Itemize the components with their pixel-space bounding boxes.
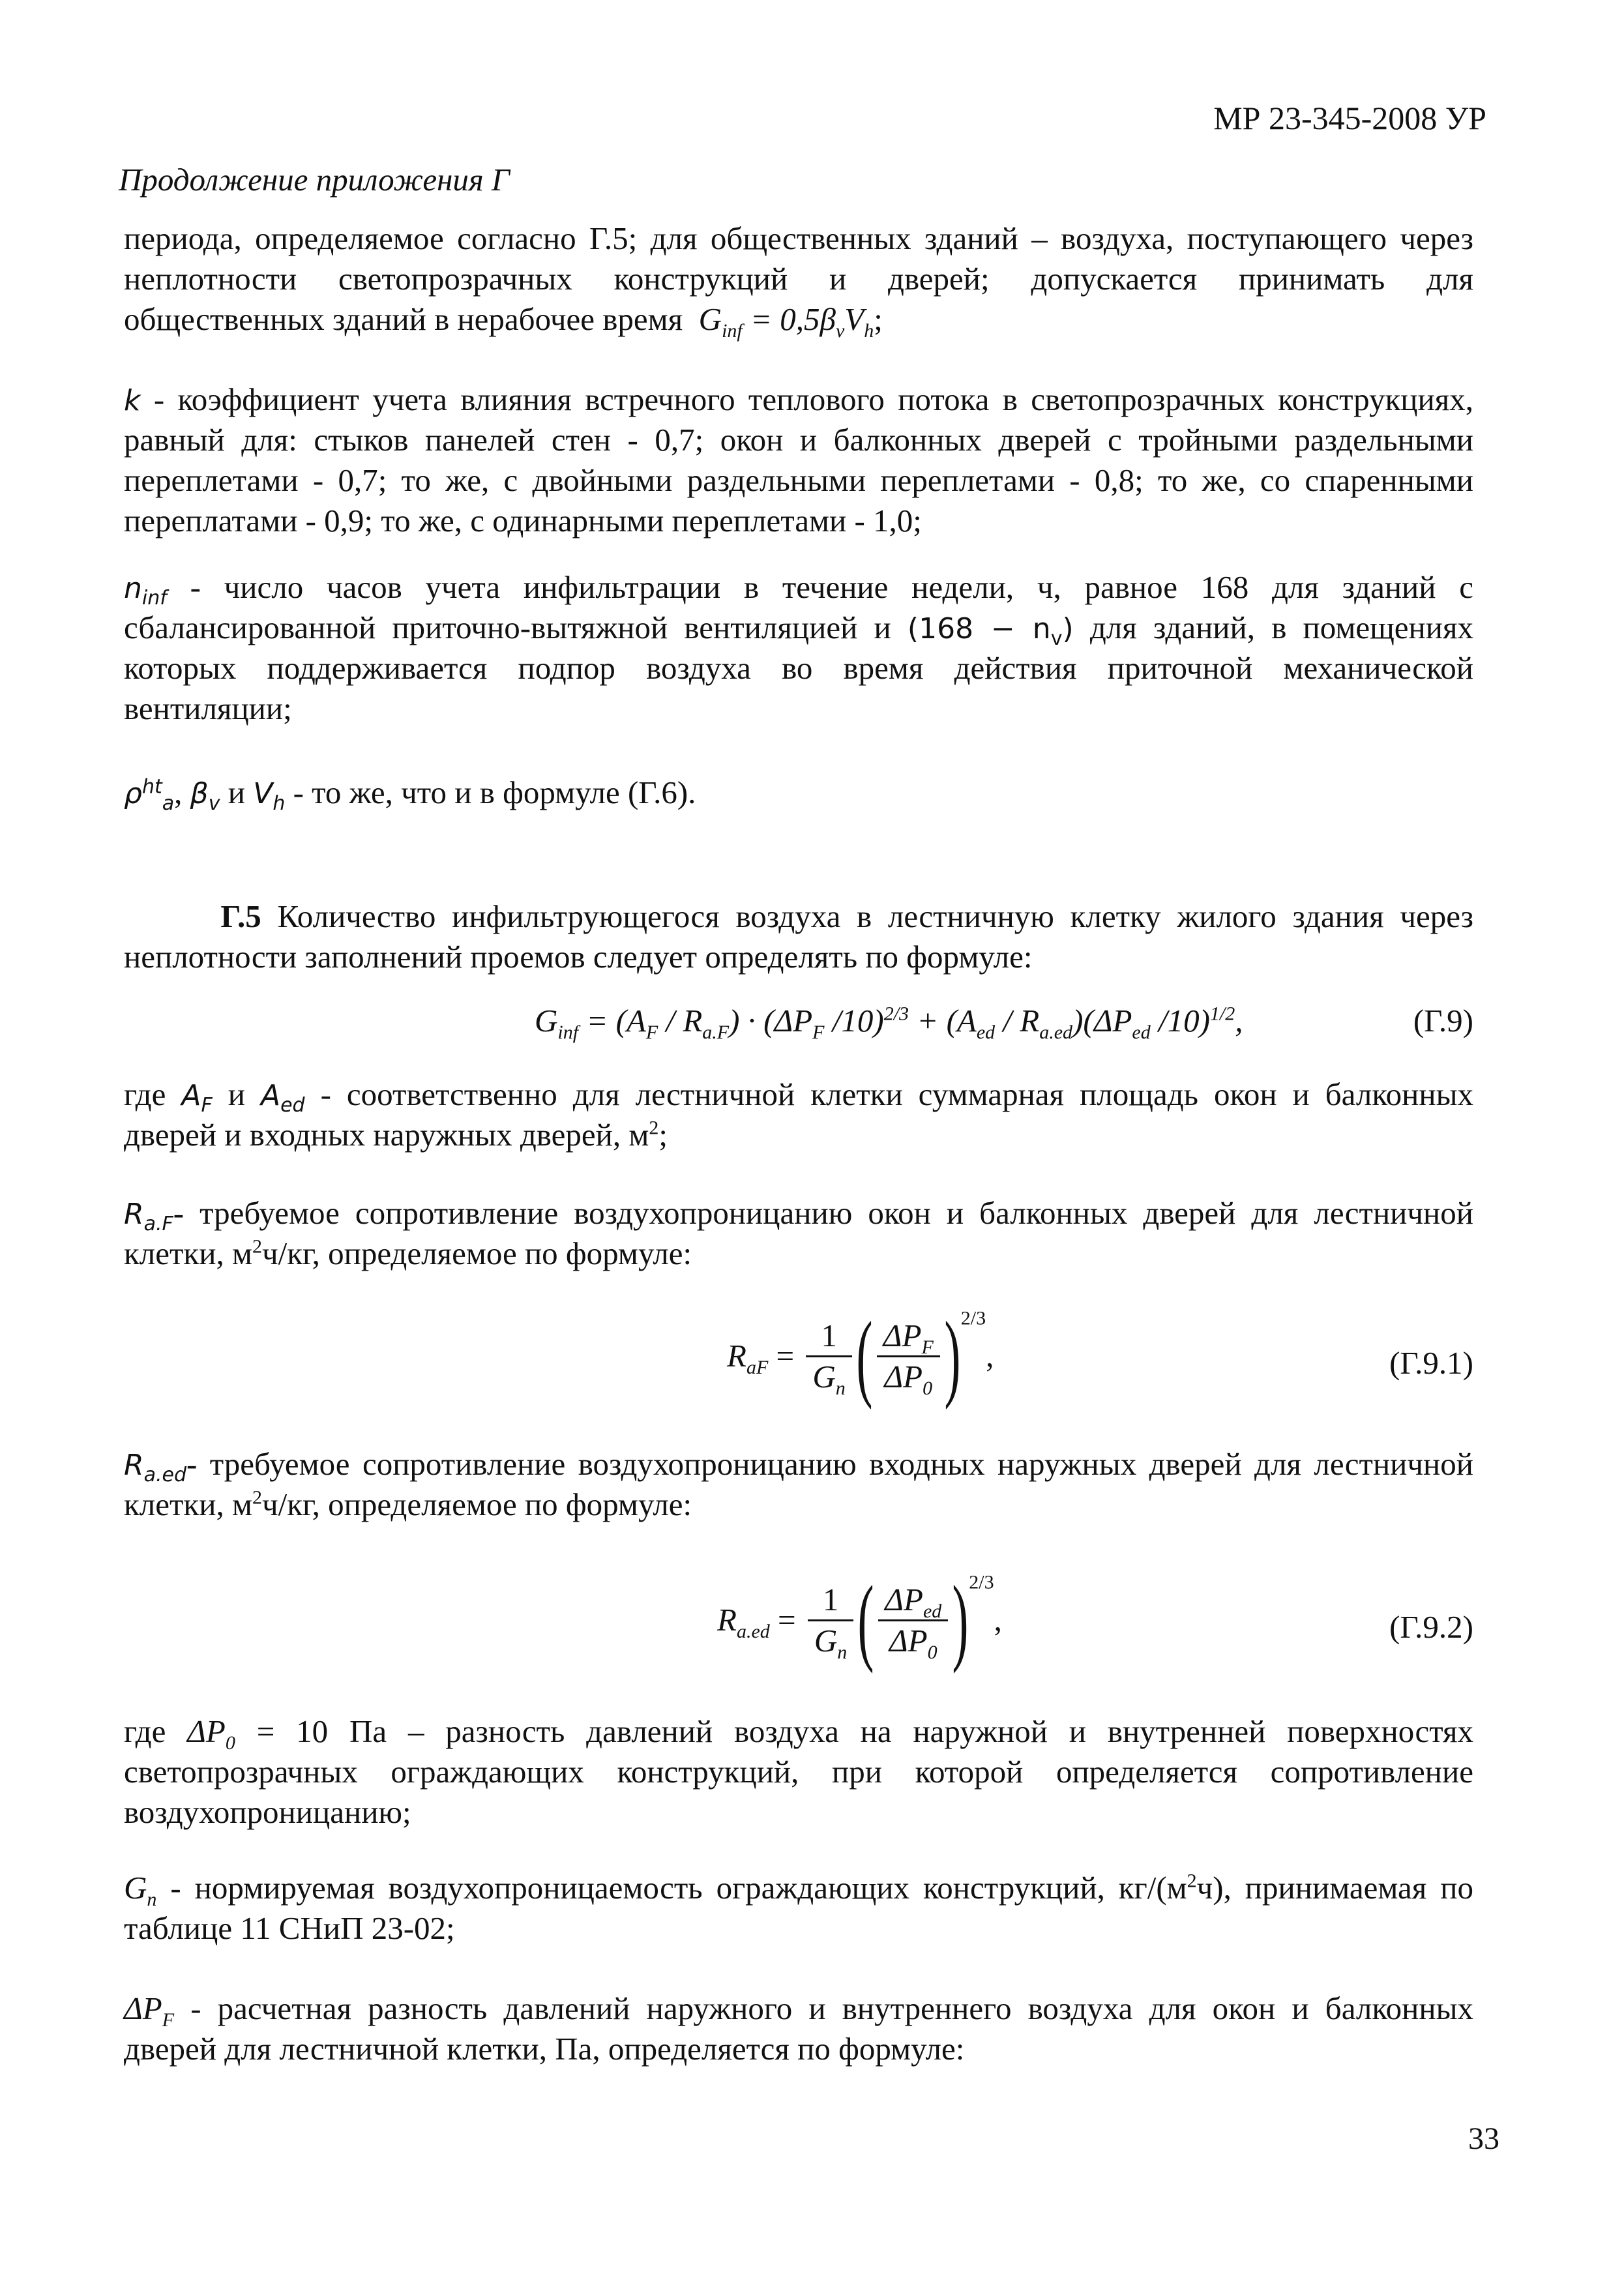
paragraph-g-n <box>124 1868 1473 1949</box>
text-line: переплатами - 0,9; то же, с одинарными переплетами - 1,0; <box>124 503 922 539</box>
fraction-dpf-over-dp0: $\frac{\Delta P_F}{\Delta P_0}$ <box>877 1316 940 1396</box>
symbol-g-n: $G_n$ <box>124 1870 157 1910</box>
text-line: переплетами - 0,7; то же, с двойными раздельными переплетами - 0,8; то же, со спаренными <box>124 462 1473 498</box>
text-line: $G_n$ - нормируемая воздухопроницаемость ограждающих конструкций, $кг/(м^2ч)$, принимаемая по <box>124 1870 1473 1910</box>
text-line: Г.5 Количество инфильтрующегося воздуха в лестничную клетку жилого здания через <box>220 898 1473 934</box>
text-line: где $A_F$ и $A_{ed}$ - соответственно для лестничной клетки суммарная площадь окон и балконных <box>124 1076 1474 1117</box>
symbol-n-inf: $n_{inf}$ <box>124 572 167 610</box>
paragraph-where-af-aed <box>124 1074 1473 1155</box>
symbol-rho-a-ht: $\rho^{ht}_a$ <box>124 775 175 815</box>
formula-g9-2: $R_{a.ed}$ = $\frac{1}{G_n}$ ( $\frac{\Delta P_{ed}}{\Delta P_0}$ )$^{2/3}$, <box>717 1566 1002 1674</box>
text-line: клетки, $м^2ч/кг$, определяемое по формуле: <box>124 1486 692 1522</box>
paragraph-r-af <box>124 1193 1473 1274</box>
inline-formula-ginf: $G_{inf} = 0,5\beta_vV_h$ <box>698 301 874 342</box>
text-line: $R_{a.F}-$ требуемое сопротивление воздухопроницанию окон и балконных дверей для лестничной <box>124 1195 1473 1235</box>
paragraph-rho-beta-v <box>124 773 1473 813</box>
text-line: где $\Delta P_0 = 10$ Па – разность давлений воздуха на наружной и внутренней поверхностях <box>124 1713 1473 1754</box>
symbol-a-f: $A_F$ <box>181 1079 213 1117</box>
page-number: 33 <box>1468 2121 1499 2156</box>
text-line: $\Delta P_F$ - расчетная разность давлений наружного и внутреннего воздуха для окон и балконных <box>124 1990 1474 2031</box>
formula-number-g9-2: (Г.9.2) <box>1389 1609 1473 1645</box>
formula-number-g9-1: (Г.9.1) <box>1389 1345 1473 1381</box>
text-line: вентиляции; <box>124 690 292 726</box>
symbol-r-af: $R_{a.F}$ <box>124 1198 173 1235</box>
symbol-r-aed: $R_{a.ed}$ <box>124 1449 186 1486</box>
symbol-delta-p0: $\Delta P_0$ <box>187 1713 235 1754</box>
symbol-v-h: $V_h$ <box>253 777 286 815</box>
text-line: которых поддерживается подпор воздуха во время действия приточной механической <box>124 650 1473 686</box>
text-line: $R_{a.ed}-$ требуемое сопротивление воздухопроницанию входных наружных дверей для лестничной <box>124 1446 1473 1486</box>
text-line: $\rho^{ht}_a$, $\beta_v$ и $V_h$ - то же, что и в формуле (Г.6). <box>124 775 696 815</box>
text-line: равный для: стыков панелей стен - 0,7; окон и балконных дверей с тройными раздельными <box>124 422 1473 458</box>
text-line: таблице 11 СНиП 23-02; <box>124 1910 455 1946</box>
paragraph-intro <box>124 218 1473 340</box>
symbol-delta-pf: $\Delta P_F$ <box>124 1990 175 2031</box>
paragraph-r-aed <box>124 1444 1473 1525</box>
document-code: МР 23-345-2008 УР <box>1213 100 1486 136</box>
text-line: неплотности заполнений проемов следует определять по формуле: <box>124 939 1033 975</box>
fraction-1-over-gn: $\frac{1}{G_n}$ <box>808 1580 853 1660</box>
text-line: сбалансированной приточно-вытяжной вентиляцией и $(168 - n_v)$ для зданий, в помещениях <box>124 610 1474 650</box>
text-line: $n_{inf}$ - число часов учета инфильтрации в течение недели, ч, равное 168 для зданий с <box>124 569 1473 610</box>
appendix-continuation-caption: Продолжение приложения Г <box>119 162 510 198</box>
text-line: светопрозрачных ограждающих конструкций, при которой определяется сопротивление <box>124 1754 1473 1790</box>
formula-g9-1: $R_{aF}$ = $\frac{1}{G_n}$ ( $\frac{\Delta P_F}{\Delta P_0}$ )$^{2/3}$, <box>727 1302 994 1410</box>
symbol-beta-v: $\beta_v$ <box>190 777 220 815</box>
text-line: неплотности светопрозрачных конструкций и дверей; допускается принимать для <box>124 261 1473 297</box>
section-g5 <box>124 896 1473 977</box>
symbol-k: k <box>124 384 141 417</box>
text-line: воздухопроницанию; <box>124 1794 411 1830</box>
fraction-1-over-gn: $\frac{1}{G_n}$ <box>806 1316 851 1396</box>
formula-number-g9: (Г.9) <box>1413 1003 1473 1039</box>
paragraph-delta-pf <box>124 1988 1473 2069</box>
paragraph-delta-p0 <box>124 1711 1473 1833</box>
inline-formula-168-nv: $(168 - n_v)$ <box>907 612 1074 650</box>
section-number: Г.5 <box>220 898 261 934</box>
text-line: дверей и входных наружных дверей, $м^2$; <box>124 1117 668 1153</box>
fraction-dped-over-dp0: $\frac{\Delta P_{ed}}{\Delta P_0}$ <box>878 1580 948 1660</box>
text-line: периода, определяемое согласно Г.5; для общественных зданий – воздуха, поступающего через <box>124 220 1473 256</box>
text-line: k - коэффициент учета влияния встречного теплового потока в светопрозрачных конструкциях, <box>124 381 1473 417</box>
text-line: клетки, $м^2ч/кг$, определяемое по формуле: <box>124 1235 692 1271</box>
formula-g9: $G_{inf} = (A_F / R_{a.F}) \cdot (\Delta P_F$ $/10)^{2/3} + (A_{ed} / R_{a.ed})(\Delta P_{ed}$ /10)$^{1/2}$, <box>535 1003 1243 1043</box>
paragraph-k-coefficient <box>124 379 1473 541</box>
paragraph-n-inf <box>124 567 1473 729</box>
symbol-a-ed: $A_{ed}$ <box>260 1079 305 1117</box>
text-line: дверей для лестничной клетки, Па, определяется по формуле: <box>124 2031 965 2067</box>
text-line: общественных зданий в нерабочее время $G_{inf} = 0,5\beta_vV_h$; <box>124 301 883 342</box>
